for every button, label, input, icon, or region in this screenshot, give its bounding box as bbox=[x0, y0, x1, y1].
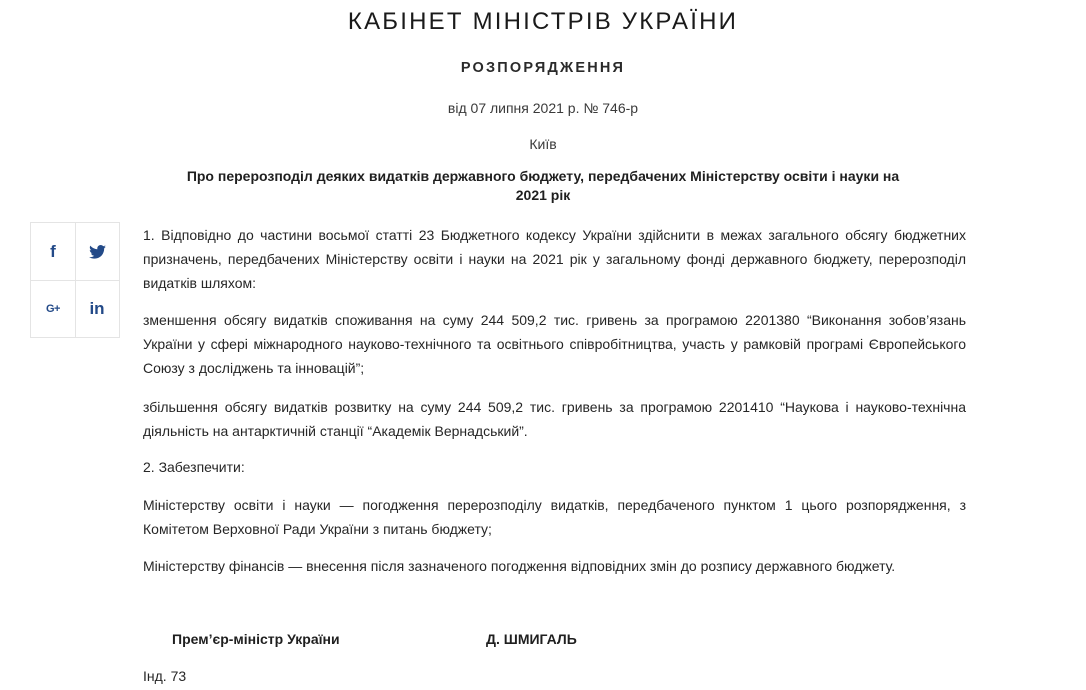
paragraph-2: зменшення обсягу видатків споживання на суму 244 509,2 тис. гривень за програмою 2201380 “Виконання зобов’язань України у сфері міжнародного науково-технічного та освітнього співробітництва, участь у рамковій програмі Європейського Союзу з досліджень та інновацій”; bbox=[143, 312, 966, 376]
document-type: РОЗПОРЯДЖЕННЯ bbox=[460, 60, 626, 76]
signer-name: Д. ШМИГАЛЬ bbox=[486, 631, 577, 647]
paragraph-1: 1. Відповідно до частини восьмої статті 23 Бюджетного кодексу України здійснити в межах загального обсягу бюджетних призначень, передбачених Міністерству освіти і науки на 2021 рік у загальному фонді державного бюджету, перерозподіл видатків шляхом: bbox=[143, 227, 966, 291]
linkedin-icon: in bbox=[89, 298, 105, 318]
page-title: КАБІНЕТ МІНІСТРІВ УКРАЇНИ bbox=[347, 8, 739, 35]
google-plus-icon: G+ bbox=[46, 302, 60, 315]
document-date: від 07 липня 2021 р. № 746-р bbox=[447, 100, 639, 116]
twitter-icon bbox=[89, 245, 106, 259]
google-plus-share-button[interactable] bbox=[31, 280, 76, 337]
paragraph-6: Міністерству фінансів — внесення після зазначеного погодження відповідних змін до розпису державного бюджету. bbox=[143, 558, 896, 574]
paragraph-4: 2. Забезпечити: bbox=[143, 459, 245, 475]
twitter-share-button[interactable] bbox=[75, 223, 119, 281]
signer-role: Прем’єр-міністр України bbox=[172, 631, 340, 647]
facebook-icon: f bbox=[50, 241, 56, 261]
document-subject: Про перерозподіл деяких видатків державного бюджету, передбачених Міністерству освіти і науки на 2021 рік bbox=[186, 168, 900, 203]
document-city: Київ bbox=[529, 136, 557, 152]
facebook-share-button[interactable] bbox=[31, 223, 76, 281]
document-index: Інд. 73 bbox=[143, 668, 187, 684]
paragraph-3: збільшення обсягу видатків розвитку на суму 244 509,2 тис. гривень за програмою 2201410 “Наукова і науково-технічна діяльність на антарктичній станції “Академік Вернадський”. bbox=[143, 399, 966, 439]
linkedin-share-button[interactable] bbox=[75, 280, 119, 337]
paragraph-5: Міністерству освіти і науки — погодження перерозподілу видатків, передбаченого пунктом 1 цього розпорядження, з Комітетом Верховної Ради України з питань бюджету; bbox=[143, 497, 966, 537]
share-panel bbox=[30, 222, 120, 338]
